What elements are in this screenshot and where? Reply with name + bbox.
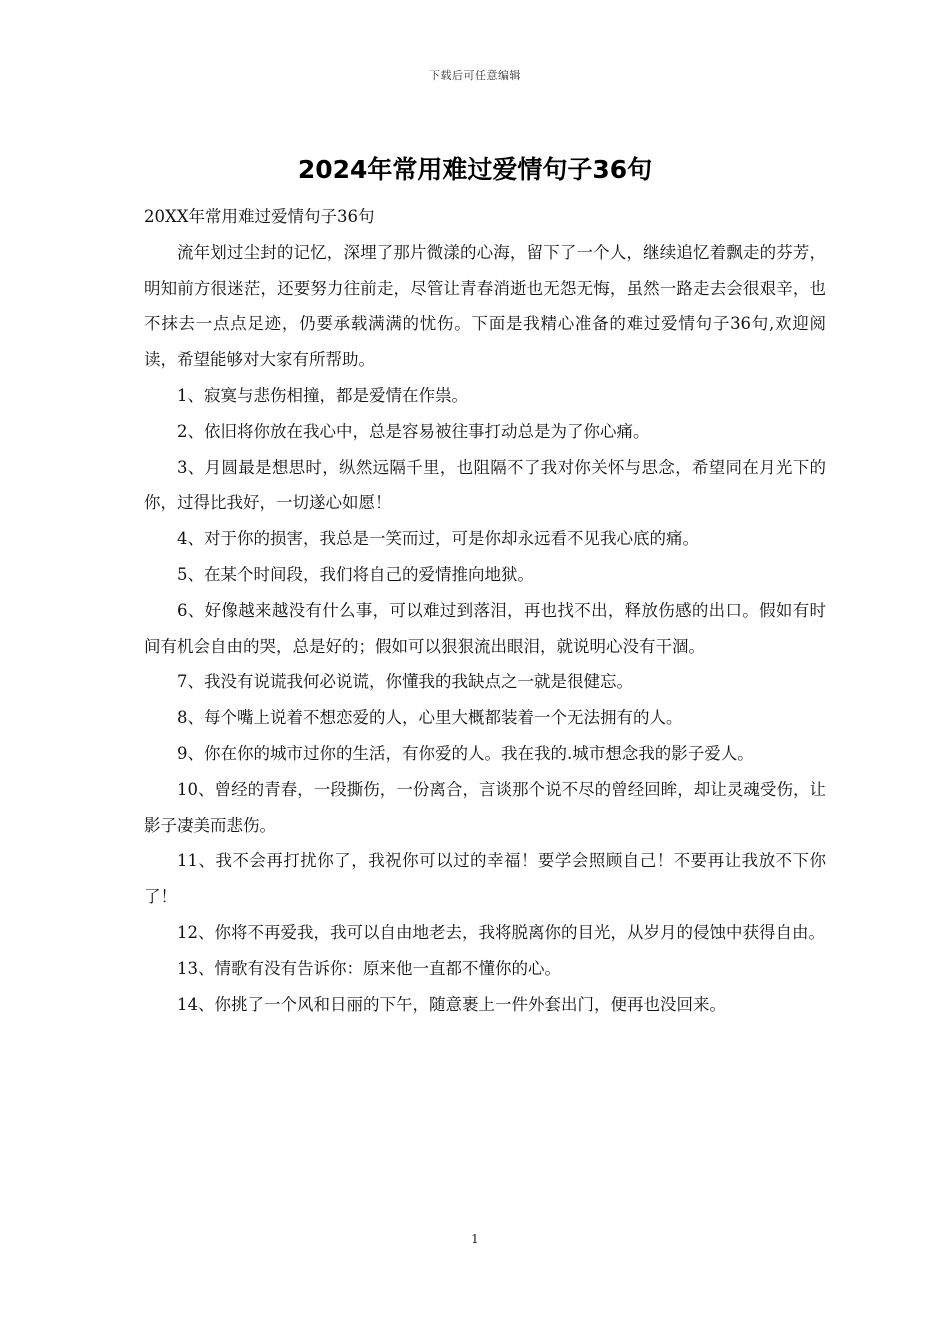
list-item: 9、你在你的城市过你的生活，有你爱的人。我在我的.城市想念我的影子爱人。 — [177, 743, 754, 763]
list-item: 8、每个嘴上说着不想恋爱的人，心里大概都装着一个无法拥有的人。 — [177, 708, 683, 728]
list-item: 14、你挑了一个风和日丽的下午，随意裹上一件外套出门，便再也没回来。 — [177, 994, 726, 1014]
list-item: 2、依旧将你放在我心中，总是容易被往事打动总是为了你心痛。 — [177, 421, 650, 441]
list-item: 11、我不会再打扰你了，我祝你可以过的幸福！要学会照顾自己！不要再让我放不下你了！ — [144, 851, 826, 907]
document-subtitle: 20XX年常用难过爱情句子36句 — [144, 207, 375, 226]
list-item: 4、对于你的损害，我总是一笑而过，可是你却永远看不见我心底的痛。 — [177, 529, 699, 549]
page-number: 1 — [471, 1232, 479, 1246]
list-item: 1、寂寞与悲伤相撞，都是爱情在作祟。 — [177, 385, 468, 405]
list-item: 6、好像越来越没有什么事，可以难过到落泪，再也找不出，释放伤感的出口。假如有时间有机会自由的哭，总是好的；假如可以狠狠流出眼泪，就说明心没有干涸。 — [144, 600, 826, 656]
page-header-note: 下载后可任意编辑 — [429, 69, 521, 82]
list-item: 5、在某个时间段，我们将自己的爱情推向地狱。 — [177, 564, 534, 584]
list-item: 12、你将不再爱我，我可以自由地老去，我将脱离你的目光，从岁月的侵蚀中获得自由。 — [177, 922, 825, 942]
document-title: 2024年常用难过爱情句子36句 — [297, 155, 653, 184]
list-item: 13、情歌有没有告诉你：原来他一直都不懂你的心。 — [177, 958, 561, 978]
list-item: 3、月圆最是想思时，纵然远隔千里，也阻隔不了我对你关怀与思念，希望同在月光下的你，过得比我好，一切遂心如愿！ — [144, 457, 826, 513]
intro-paragraph: 流年划过尘封的记忆，深埋了那片微漾的心海，留下了一个人，继续追忆着飘走的芬芳，明知前方很迷茫，还要努力往前走，尽管让青春消逝也无怨无悔，虽然一路走去会很艰辛，也不抹去一点点足迹，仍要承载满满的忧伤。下面是我精心准备的难过爱情句子36句,欢迎阅读，希望能够对大家有所帮助。 — [144, 242, 826, 370]
list-item: 7、我没有说谎我何必说谎，你懂我的我缺点之一就是很健忘。 — [177, 672, 633, 692]
document-body — [144, 199, 826, 1022]
list-item: 10、曾经的青春，一段撕伤，一份离合，言谈那个说不尽的曾经回眸，却让灵魂受伤，让影子凄美而悲伤。 — [144, 779, 826, 835]
